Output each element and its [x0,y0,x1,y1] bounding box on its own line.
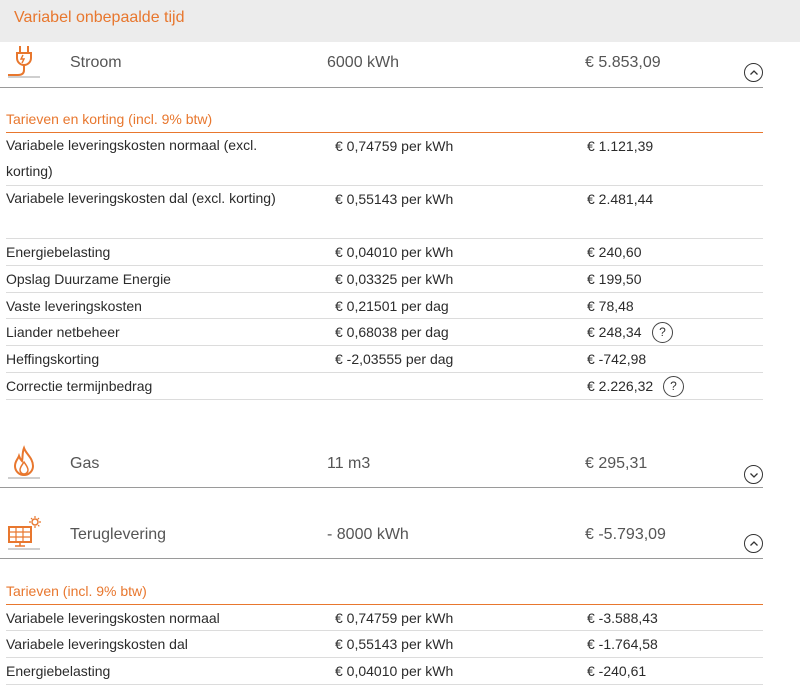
stroom-tariffs-title: Tarieven en korting (incl. 9% btw) [6,111,213,127]
product-row-gas[interactable] [0,439,763,488]
tariff-label: Correctie termijnbedrag [6,378,153,394]
tariff-amount: € 2.481,44 [587,191,654,207]
product-amount-teruglevering: € -5.793,09 [585,526,666,543]
tariff-row [6,346,763,373]
tariff-label: Variabele leveringskosten normaal [6,610,220,626]
help-icon[interactable]: ? [663,376,684,397]
product-name-stroom: Stroom [70,54,122,71]
tariff-rate: € 0,74759 per kWh [335,610,454,626]
expand-gas-button[interactable] [744,465,763,484]
tariff-row [6,133,763,186]
product-quantity-teruglevering: - 8000 kWh [327,526,409,543]
tariff-rate: € 0,55143 per kWh [335,191,454,207]
collapse-stroom-button[interactable] [744,63,763,82]
collapse-teruglevering-button[interactable] [744,534,763,553]
help-icon[interactable]: ? [652,322,673,343]
chevron-up-icon [749,68,759,78]
tariff-row [6,186,763,239]
product-name-teruglevering: Teruglevering [70,526,167,543]
tariff-label: Variabele leveringskosten dal [6,636,188,652]
tariff-row [6,239,763,266]
plug-icon [6,44,42,80]
contract-header [0,0,800,42]
tariff-row [6,293,763,319]
tariff-rate: € 0,03325 per kWh [335,271,454,287]
tariff-row [6,266,763,293]
tariff-label: Opslag Duurzame Energie [6,271,171,287]
product-amount-stroom: € 5.853,09 [585,54,661,71]
contract-title: Variabel onbepaalde tijd [14,9,185,26]
tariff-amount: € 1.121,39 [587,138,654,154]
tariff-amount: € 78,48 [587,298,634,314]
tariff-label: Heffingskorting [6,351,100,367]
tariff-amount: € -3.588,43 [587,610,658,626]
tariff-amount: € -742,98 [587,351,647,367]
tariff-label: Vaste leveringskosten [6,298,142,314]
tariff-label: Energiebelasting [6,244,111,260]
tariff-amount: € -240,61 [587,663,647,679]
product-name-gas: Gas [70,455,100,472]
chevron-down-icon [749,470,759,480]
tariff-row [6,658,763,685]
tariff-rate: € -2,03555 per dag [335,351,454,367]
tariff-rate: € 0,55143 per kWh [335,636,454,652]
flame-icon [6,445,42,481]
tariff-amount: € -1.764,58 [587,636,658,652]
teruglevering-tariffs-title: Tarieven (incl. 9% btw) [6,583,147,599]
solar-panel-icon [6,515,42,551]
tariff-row [6,373,763,400]
tariff-label: Liander netbeheer [6,324,120,340]
tariff-row [6,319,763,346]
product-amount-gas: € 295,31 [585,455,648,472]
tariff-rate: € 0,74759 per kWh [335,138,454,154]
tariff-rate: € 0,04010 per kWh [335,244,454,260]
tariff-rate: € 0,21501 per dag [335,298,449,314]
tariff-rate: € 0,68038 per dag [335,324,449,340]
tariff-row [6,605,763,631]
tariff-label: Energiebelasting [6,663,111,679]
product-row-teruglevering[interactable] [0,510,763,559]
tariff-amount: € 199,50 [587,271,642,287]
tariff-rate: € 0,04010 per kWh [335,663,454,679]
tariff-row [6,631,763,658]
tariff-label: Variabele leveringskosten dal (excl. korting) [6,190,276,206]
product-row-stroom[interactable] [0,42,763,88]
chevron-up-icon [749,539,759,549]
tariff-amount: € 2.226,32 [587,378,654,394]
tariff-amount: € 248,34 [587,324,642,340]
product-quantity-gas: 11 m3 [327,455,371,472]
product-quantity-stroom: 6000 kWh [327,54,400,71]
tariff-label: Variabele leveringskosten normaal (excl. korting) [6,137,258,179]
tariff-amount: € 240,60 [587,244,642,260]
